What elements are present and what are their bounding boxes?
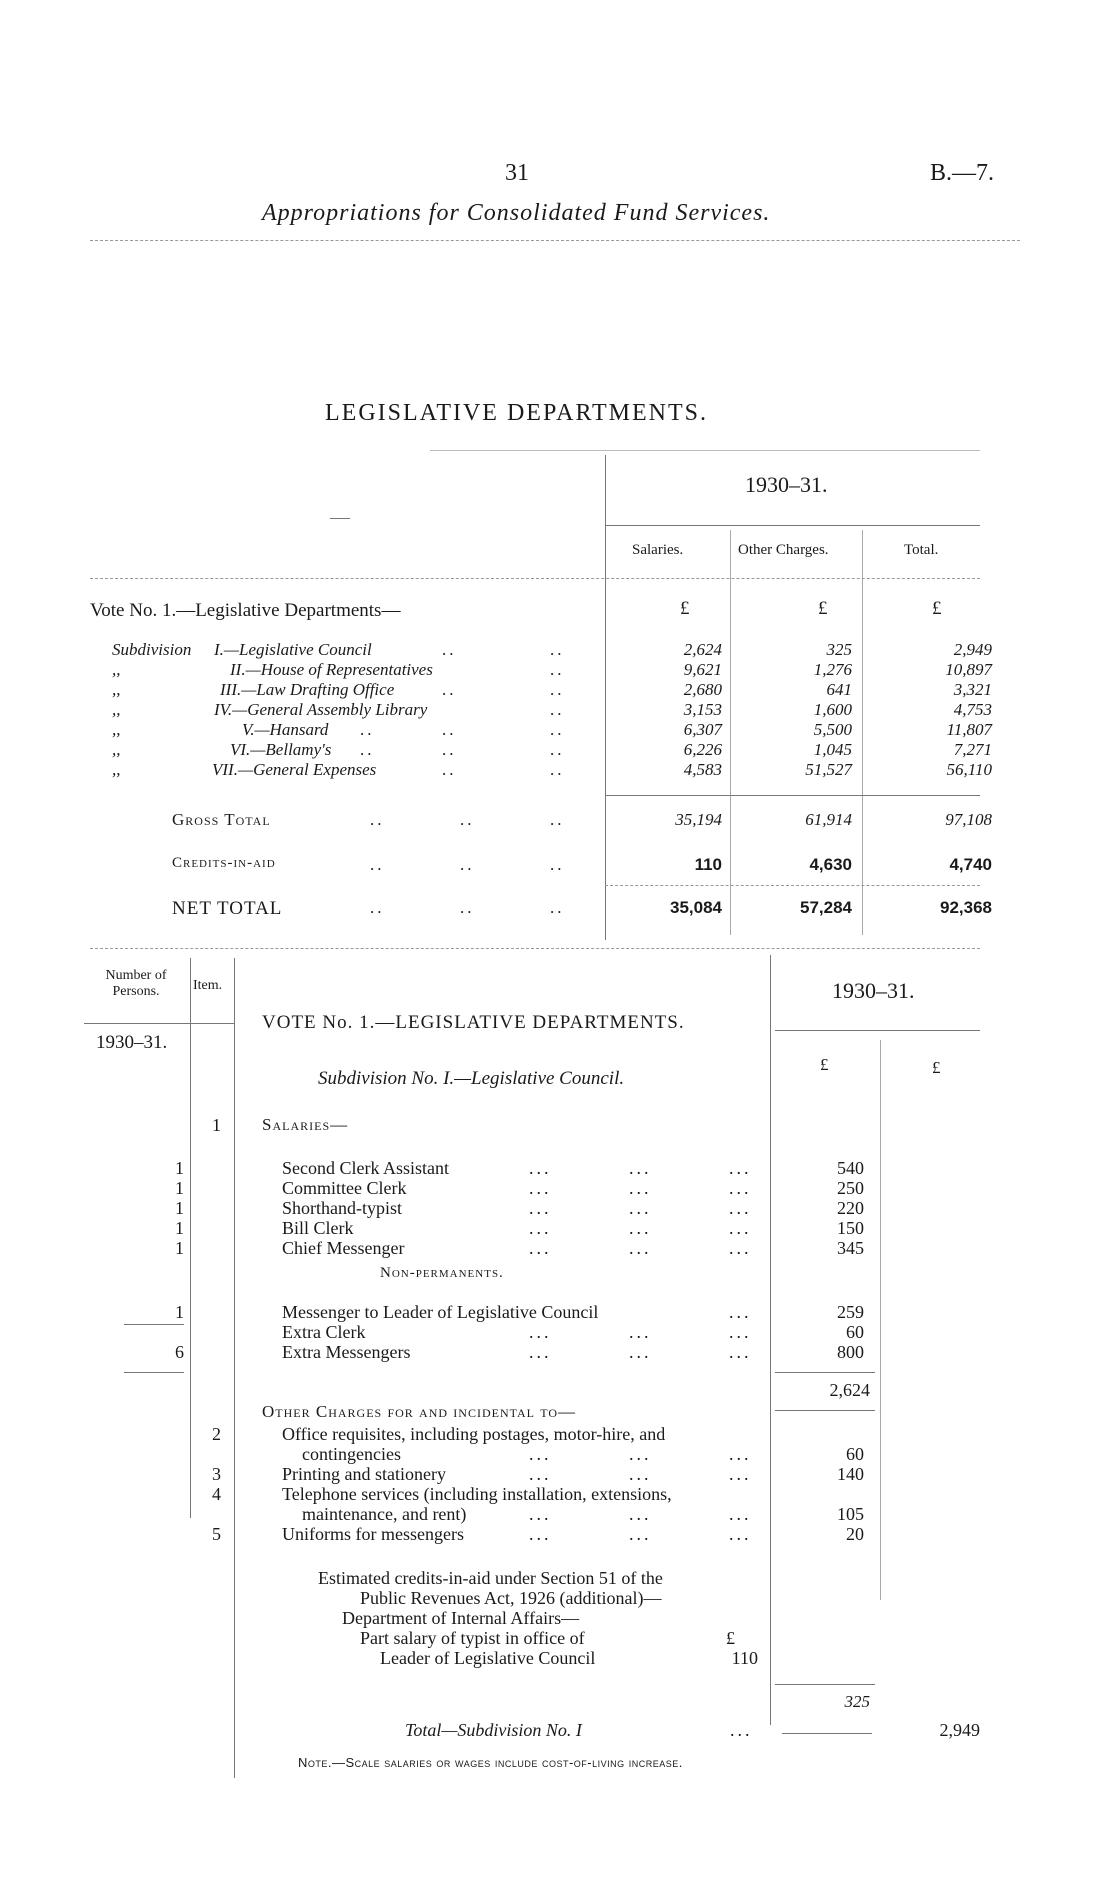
amount: 540 xyxy=(837,1158,864,1178)
item-number: 5 xyxy=(212,1524,221,1544)
summary-row: ,, VII.—General Expenses .. .. 4,583 51,527 56,110 xyxy=(112,760,992,779)
list-item: contingencies ... ... ... 60 xyxy=(302,1444,864,1464)
other-total-rule xyxy=(775,1684,875,1685)
gross-other: 61,914 xyxy=(805,810,852,829)
salaries-total: 2,624 xyxy=(829,1380,870,1400)
column-header-rule xyxy=(90,578,980,579)
row-salaries: 3,153 xyxy=(683,700,722,719)
page-number: 31 xyxy=(505,160,529,186)
persons-total: 6 xyxy=(175,1342,184,1362)
net-salaries: 35,084 xyxy=(670,898,722,917)
credits-total: 4,740 xyxy=(949,855,992,874)
stub-dash xyxy=(330,518,350,519)
header-rule xyxy=(90,240,1020,241)
col-other-header: Other Charges. xyxy=(738,542,829,558)
other-charges-list xyxy=(84,1424,914,1544)
list-item xyxy=(84,1484,914,1504)
charge-label-continued: maintenance, and rent) xyxy=(302,1504,467,1524)
amount: 259 xyxy=(837,1302,864,1322)
row-other: 51,527 xyxy=(805,760,852,779)
list-item: 1 Shorthand-typist ... ... ... 220 xyxy=(84,1198,914,1218)
row-total: 10,897 xyxy=(945,660,992,679)
persons-total-bottom-rule xyxy=(124,1372,184,1373)
row-other: 1,045 xyxy=(813,740,852,759)
row-label: II.—House of Representatives xyxy=(230,660,433,679)
summary-bottom-rule xyxy=(90,948,980,949)
row-prefix: ,, xyxy=(112,680,121,699)
summary-top-rule xyxy=(430,450,980,451)
gross-top-rule xyxy=(605,795,980,796)
subdivision-total: 2,949 xyxy=(939,1720,980,1740)
row-label: V.—Hansard xyxy=(242,720,329,739)
position-label: Chief Messenger xyxy=(282,1238,405,1258)
list-item: 3 Printing and stationery ... ... ... 140 xyxy=(212,1464,864,1484)
footnote: Note.—Scale salaries or wages include cost-of-living increase. xyxy=(298,1755,683,1770)
note-line: Department of Internal Affairs— xyxy=(342,1608,580,1628)
row-label: VI.—Bellamy's xyxy=(230,740,332,759)
row-salaries: 2,624 xyxy=(683,640,722,659)
row-salaries: 6,226 xyxy=(683,740,722,759)
list-item: 1 Bill Clerk ... ... ... 150 xyxy=(84,1218,914,1238)
list-item: Extra Messengers ... ... ... 800 xyxy=(282,1342,864,1362)
charge-label: Uniforms for messengers xyxy=(282,1524,464,1544)
row-label: III.—Law Drafting Office xyxy=(220,680,395,699)
list-item: 1 Chief Messenger ... ... ... 345 xyxy=(84,1238,914,1258)
row-prefix: ,, xyxy=(112,720,121,739)
currency-salaries: £ xyxy=(680,598,690,619)
gross-total: 97,108 xyxy=(945,810,992,829)
persons-total-rule xyxy=(124,1324,184,1325)
net-total-label: NET TOTAL xyxy=(172,898,283,919)
charge-label: Telephone services (including installation, extensions, xyxy=(282,1484,672,1504)
row-total: 4,753 xyxy=(953,700,992,719)
list-item: Extra Clerk ... ... ... 60 xyxy=(282,1322,864,1342)
persons-count: 1 xyxy=(175,1198,184,1218)
amount: 220 xyxy=(837,1198,864,1218)
amount: 20 xyxy=(846,1524,864,1544)
col-persons-header: Number of Persons. xyxy=(105,968,167,999)
row-salaries: 9,621 xyxy=(683,660,722,679)
row-other: 1,276 xyxy=(813,660,852,679)
gross-salaries: 35,194 xyxy=(675,810,722,829)
row-total: 11,807 xyxy=(946,720,992,739)
credits-other: 4,630 xyxy=(809,855,852,874)
note-amount: 110 xyxy=(731,1648,758,1668)
position-label: Shorthand-typist xyxy=(282,1198,402,1218)
salaries-total-rule xyxy=(775,1372,875,1373)
credits-salaries: 110 xyxy=(694,855,722,874)
credits-in-aid-note xyxy=(318,1568,778,1668)
note-line: Part salary of typist in office of £ xyxy=(360,1628,735,1648)
subdivision-heading: Subdivision No. I.—Legislative Council. xyxy=(318,1068,625,1089)
summary-row: ,, II.—House of Representatives .. 9,621 1,276 10,897 xyxy=(112,660,992,679)
item-number: 4 xyxy=(212,1484,221,1504)
note-line: Estimated credits-in-aid under Section 51 of the xyxy=(318,1568,663,1588)
salaries-heading: Salaries— xyxy=(262,1115,349,1134)
amount: 250 xyxy=(837,1178,864,1198)
salaries-item-number: 1 xyxy=(212,1115,221,1135)
row-label: I.—Legislative Council xyxy=(214,640,372,659)
net-other: 57,284 xyxy=(800,898,852,917)
charge-label: Office requisites, including postages, motor-hire, and xyxy=(282,1424,666,1444)
summary-row: ,, VI.—Bellamy's .. .. .. 6,226 1,045 7,271 xyxy=(112,740,992,759)
other-charges-rule xyxy=(775,1410,875,1411)
net-total: 92,368 xyxy=(940,898,992,917)
list-item xyxy=(84,1424,914,1444)
note-line: Public Revenues Act, 1926 (additional)— xyxy=(360,1588,662,1608)
running-title: Appropriations for Consolidated Fund Services. xyxy=(262,200,771,226)
vote-label: Vote No. 1.—Legislative Departments— xyxy=(90,600,401,621)
list-item: 5 Uniforms for messengers ... ... ... 20 xyxy=(212,1524,864,1544)
subdivision-total-label: Total—Subdivision No. I xyxy=(405,1720,582,1740)
document-reference: B.—7. xyxy=(930,160,995,186)
row-salaries: 6,307 xyxy=(683,720,722,739)
list-item: 1 Messenger to Leader of Legislative Council ... 259 xyxy=(84,1302,914,1322)
position-label: Extra Clerk xyxy=(282,1322,366,1342)
currency-total: £ xyxy=(932,1058,941,1077)
row-prefix: ,, xyxy=(112,660,121,679)
summary-row: ,, IV.—General Assembly Library .. 3,153 1,600 4,753 xyxy=(112,700,992,719)
row-prefix: ,, xyxy=(112,700,121,719)
position-label: Second Clerk Assistant xyxy=(282,1158,449,1178)
row-prefix: Subdivision xyxy=(112,640,192,659)
detail-year: 1930–31. xyxy=(832,978,915,1003)
row-other: 1,600 xyxy=(813,700,852,719)
non-permanents-heading: Non-permanents. xyxy=(380,1265,504,1281)
summary-year: 1930–31. xyxy=(745,472,828,497)
row-salaries: 2,680 xyxy=(683,680,722,699)
row-total: 2,949 xyxy=(953,640,992,659)
non-permanents-list xyxy=(84,1302,914,1362)
salaries-list xyxy=(84,1158,914,1258)
amount: 105 xyxy=(837,1504,864,1524)
currency-amount: £ xyxy=(820,1055,829,1074)
row-prefix: ,, xyxy=(112,760,121,779)
net-top-rule xyxy=(605,885,980,886)
persons-count: 1 xyxy=(175,1158,184,1178)
row-label: IV.—General Assembly Library xyxy=(214,700,428,719)
amount: 800 xyxy=(837,1342,864,1362)
col-total-header: Total. xyxy=(904,542,939,558)
charge-label: Printing and stationery xyxy=(282,1464,446,1484)
row-other: 325 xyxy=(826,640,852,659)
row-other: 5,500 xyxy=(813,720,852,739)
amount: 60 xyxy=(846,1322,864,1342)
charge-label-continued: contingencies xyxy=(302,1444,401,1464)
currency-other: £ xyxy=(818,598,828,619)
amount: 150 xyxy=(837,1218,864,1238)
summary-row: ,, V.—Hansard .. .. .. 6,307 5,500 11,807 xyxy=(112,720,992,739)
row-prefix: ,, xyxy=(112,740,121,759)
amount: 140 xyxy=(837,1464,864,1484)
item-number: 3 xyxy=(212,1464,221,1484)
list-item: 1 Committee Clerk ... ... ... 250 xyxy=(84,1178,914,1198)
amount: 60 xyxy=(846,1444,864,1464)
persons-count: 1 xyxy=(175,1218,184,1238)
col-item-header: Item. xyxy=(193,978,223,993)
note-currency: £ xyxy=(726,1628,735,1648)
list-item: maintenance, and rent) ... ... ... 105 xyxy=(302,1504,864,1524)
row-total: 56,110 xyxy=(946,760,992,779)
row-total: 3,321 xyxy=(953,680,992,699)
position-label: Extra Messengers xyxy=(282,1342,411,1362)
amount: 345 xyxy=(837,1238,864,1258)
col-salaries-header: Salaries. xyxy=(632,542,684,558)
row-salaries: 4,583 xyxy=(683,760,722,779)
position-label: Committee Clerk xyxy=(282,1178,407,1198)
subdivision-total-rule xyxy=(782,1733,872,1734)
detail-year-rule xyxy=(775,1030,980,1031)
persons-count: 1 xyxy=(175,1178,184,1198)
row-other: 641 xyxy=(826,680,852,699)
persons-year: 1930–31. xyxy=(96,1032,168,1053)
position-label: Bill Clerk xyxy=(282,1218,354,1238)
row-total: 7,271 xyxy=(953,740,992,759)
persons-count: 1 xyxy=(175,1302,184,1322)
list-item: 1 Second Clerk Assistant ... ... ... 540 xyxy=(84,1158,914,1178)
other-charges-total: 325 xyxy=(844,1692,870,1711)
summary-row: ,, III.—Law Drafting Office .. .. 2,680 641 3,321 xyxy=(112,680,992,699)
row-label: VII.—General Expenses xyxy=(212,760,377,779)
credits-label: Credits-in-aid xyxy=(172,855,276,871)
summary-rows xyxy=(112,640,992,780)
persons-header-rule xyxy=(84,1023,234,1024)
note-line: Leader of Legislative Council 110 xyxy=(380,1648,758,1668)
currency-total: £ xyxy=(932,598,942,619)
persons-count: 1 xyxy=(175,1238,184,1258)
summary-title: LEGISLATIVE DEPARTMENTS. xyxy=(325,400,709,426)
vote-heading: VOTE No. 1.—LEGISLATIVE DEPARTMENTS. xyxy=(262,1012,685,1033)
item-body-divider xyxy=(234,958,235,1778)
other-charges-heading: Other Charges for and incidental to— xyxy=(262,1402,577,1421)
position-label: Messenger to Leader of Legislative Council xyxy=(282,1302,599,1322)
summary-row: Subdivision I.—Legislative Council .. .. 2,624 325 2,949 xyxy=(112,640,992,659)
gross-total-label: Gross Total xyxy=(172,810,271,829)
item-number: 2 xyxy=(212,1424,221,1444)
year-rule xyxy=(605,525,980,526)
